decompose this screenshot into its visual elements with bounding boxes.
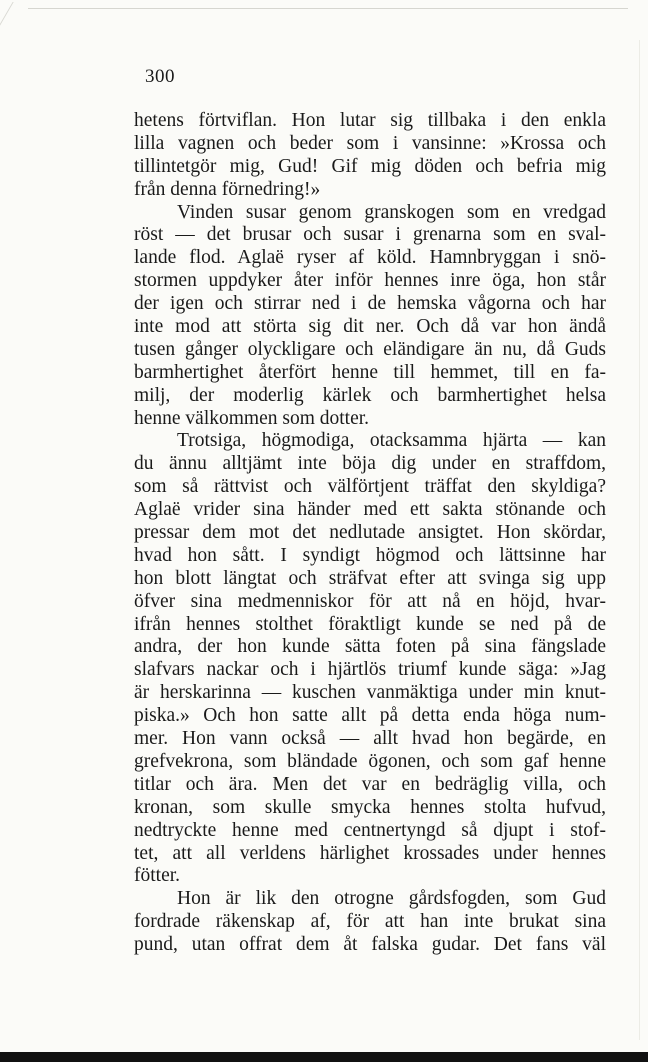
text-line: tusen gånger olyckligare och eländigare än nu, då Guds — [134, 338, 606, 360]
text-line: du ännu alltjämt inte böja dig under en straffdom, — [134, 453, 606, 475]
text-line: lilla vagnen och beder som i vansinne: »Krossa och — [134, 132, 606, 154]
text-line: fötter. — [134, 865, 181, 887]
text-line: tet, att all verldens härlighet krossades under hennes — [134, 842, 606, 864]
text-line: fordrade räkenskap af, för att han inte brukat sina — [134, 911, 606, 933]
text-line: inte mod att störta sig dit ner. Och då var hon ändå — [134, 316, 606, 338]
text-line: Aglaë vrider sina händer med ett sakta stönande och — [134, 499, 606, 521]
text-line: Vinden susar genom granskogen som en vredgad — [177, 201, 606, 223]
corner-scan-mark — [0, 2, 40, 32]
top-edge-rule — [28, 8, 628, 9]
text-line: öfver sina medmenniskor för att nå en höjd, hvar- — [134, 590, 606, 612]
text-line: nedtryckte henne med centnertyngd så djupt i stof- — [134, 819, 606, 841]
text-line: andra, der hon kunde sätta foten på sina fängslade — [134, 636, 606, 658]
text-line: hvad hon sått. I syndigt högmod och lättsinne har — [134, 544, 606, 566]
text-line: henne välkommen som dotter. — [134, 407, 370, 429]
text-line: Hon är lik den otrogne gårdsfogden, som Gud — [177, 888, 606, 910]
text-line: Trotsiga, högmodiga, otacksamma hjärta — kan — [177, 430, 606, 452]
bottom-scan-edge — [0, 1052, 648, 1062]
text-line: mer. Hon vann också — allt hvad hon begärde, en — [134, 728, 606, 750]
text-line: slafvars nackar och i hjärtlös triumf kunde säga: »Jag — [134, 659, 606, 681]
text-line: tillintetgör mig, Gud! Gif mig döden och befria mig — [134, 155, 606, 177]
text-line: lande flod. Aglaë ryser af köld. Hamnbryggan i snö- — [134, 247, 606, 269]
text-line: kronan, som skulle smycka hennes stolta hufvud, — [134, 796, 606, 818]
page-number: 300 — [145, 66, 175, 87]
text-line: som så rättvist och välförtjent träffat den skyldiga? — [134, 476, 606, 498]
text-line: röst — det brusar och susar i grenarna som en sval- — [134, 224, 606, 246]
text-line: titlar och ära. Men det var en bedräglig villa, och — [134, 773, 606, 795]
text-line: pressar dem mot det nedlutade ansigtet. Hon skördar, — [134, 522, 606, 544]
right-edge-shadow — [639, 40, 640, 1040]
body-text — [134, 110, 606, 957]
text-line: hetens förtviflan. Hon lutar sig tillbaka i den enkla — [134, 110, 606, 131]
text-line: pund, utan offrat dem åt falska gudar. Det fans väl — [134, 934, 606, 956]
text-line: milj, der moderlig kärlek och barmhertighet helsa — [134, 384, 606, 406]
text-line: stormen uppdyker åter inför hennes inre öga, hon står — [134, 270, 606, 292]
text-line: grefvekrona, som bländade ögonen, och som gaf henne — [134, 750, 606, 772]
text-line: ifrån hennes stolthet föraktligt kunde se ned på de — [134, 613, 606, 635]
text-line: barmhertighet återfört henne till hemmet, till en fa- — [134, 361, 606, 383]
text-line: hon blott längtat och sträfvat efter att svinga sig upp — [134, 567, 606, 589]
text-line: är herskarinna — kuschen vanmäktiga under min knut- — [134, 682, 606, 704]
text-line: der igen och stirrar ned i de hemska vågorna och har — [134, 293, 606, 315]
text-line: piska.» Och hon satte allt på detta enda höga num- — [134, 705, 606, 727]
text-line: från denna förnedring!» — [134, 178, 321, 200]
